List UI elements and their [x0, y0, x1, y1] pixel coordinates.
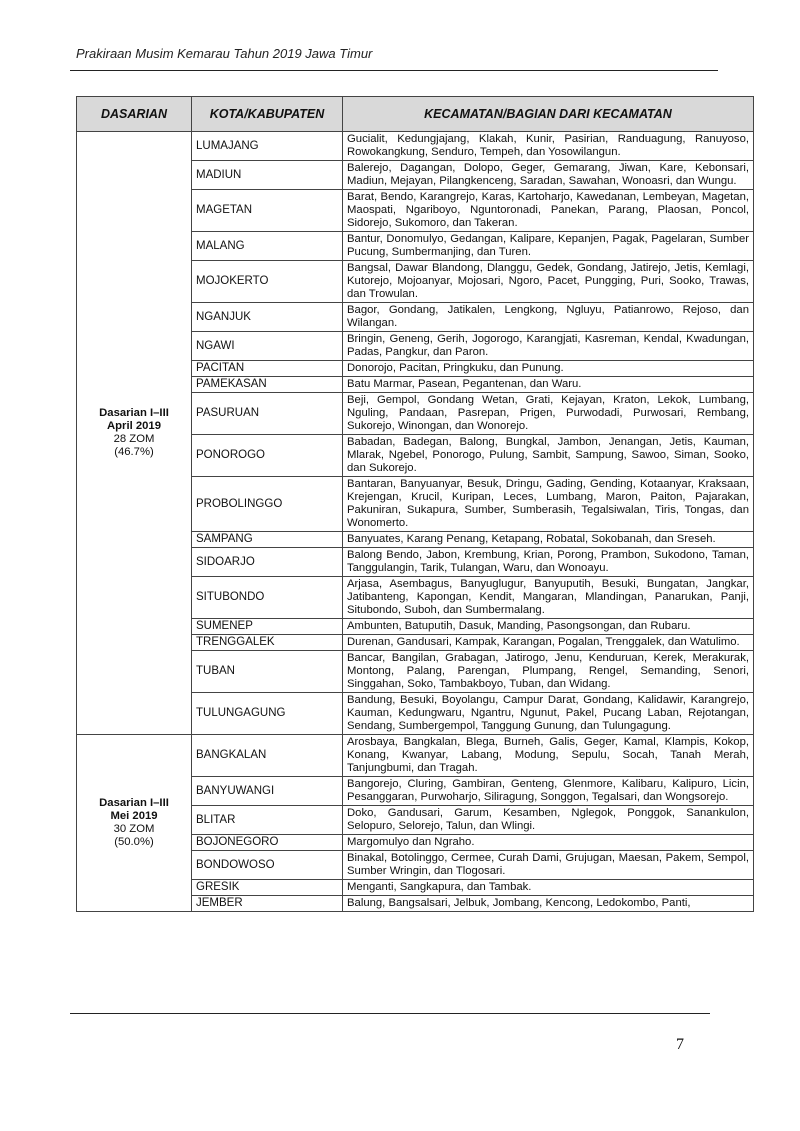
table-header-row: [77, 97, 754, 132]
period-percentage: (50.0%): [114, 836, 154, 848]
districts-cell: Batu Marmar, Pasean, Pegantenan, dan Waru.: [343, 377, 754, 393]
city-cell: NGANJUK: [192, 303, 343, 332]
districts-cell: Bantaran, Banyuanyar, Besuk, Dringu, Gading, Gending, Kotaanyar, Kraksaan, Krejengan, Krucil, Kuripan, Leces, Lumbang, Maron, Paiton, Pajarakan, Pakuniran, Sukapura, Sumber, Sumberasih, Tegalsiwalan, Tiris, Tongas, dan Wonomerto.: [343, 477, 754, 532]
districts-cell: Banyuates, Karang Penang, Ketapang, Robatal, Sokobanah, dan Sreseh.: [343, 532, 754, 548]
period-title: Dasarian I–III: [99, 797, 169, 809]
header-divider: [70, 70, 718, 71]
districts-cell: Margomulyo dan Ngraho.: [343, 835, 754, 851]
districts-cell: Bagor, Gondang, Jatikalen, Lengkong, Ngluyu, Patianrowo, Rejoso, dan Wilangan.: [343, 303, 754, 332]
districts-cell: Arjasa, Asembagus, Banyuglugur, Banyuputih, Besuki, Bungatan, Jangkar, Jatibanteng, Kapongan, Kendit, Mangaran, Mlandingan, Panarukan, Panji, Situbondo, Suboh, dan Sumbermalang.: [343, 577, 754, 619]
column-header-kecamatan: KECAMATAN/BAGIAN DARI KECAMATAN: [343, 97, 754, 132]
table-body: [77, 132, 754, 912]
city-cell: PACITAN: [192, 361, 343, 377]
districts-cell: Babadan, Badegan, Balong, Bungkal, Jambon, Jenangan, Jetis, Kauman, Mlarak, Ngebel, Ponorogo, Pulung, Sambit, Sampung, Sawoo, Siman, Sooko, dan Sukorejo.: [343, 435, 754, 477]
districts-cell: Balerejo, Dagangan, Dolopo, Geger, Gemarang, Jiwan, Kare, Kebonsari, Madiun, Mejayan, Pilangkenceng, Saradan, Sawahan, Wonoasri, dan Wungu.: [343, 161, 754, 190]
footer-divider: [70, 1013, 710, 1014]
districts-cell: Donorojo, Pacitan, Pringkuku, dan Punung.: [343, 361, 754, 377]
city-cell: BLITAR: [192, 806, 343, 835]
districts-cell: Gucialit, Kedungjajang, Klakah, Kunir, Pasirian, Randuagung, Ranuyoso, Rowokangkung, Senduro, Tempeh, dan Yosowilangun.: [343, 132, 754, 161]
city-cell: GRESIK: [192, 880, 343, 896]
districts-cell: Bancar, Bangilan, Grabagan, Jatirogo, Jenu, Kenduruan, Kerek, Merakurak, Montong, Palang, Parengan, Plumpang, Rengel, Semanding, Senori, Singgahan, Soko, Tambakboyo, Tuban, dan Widang.: [343, 651, 754, 693]
city-cell: BANGKALAN: [192, 735, 343, 777]
districts-cell: Binakal, Botolinggo, Cermee, Curah Dami, Grujugan, Maesan, Pakem, Sempol, Sumber Wringin, dan Tlogosari.: [343, 851, 754, 880]
districts-cell: Bangsal, Dawar Blandong, Dlanggu, Gedek, Gondang, Jatirejo, Jetis, Kemlagi, Kutorejo, Mojoanyar, Mojosari, Ngoro, Pacet, Pungging, Puri, Sooko, Trawas, dan Trowulan.: [343, 261, 754, 303]
period-percentage: (46.7%): [114, 446, 154, 458]
city-cell: MOJOKERTO: [192, 261, 343, 303]
period-zom-count: 28 ZOM: [113, 433, 155, 445]
districts-cell: Bandung, Besuki, Boyolangu, Campur Darat, Gondang, Kalidawir, Karangrejo, Kauman, Kedungwaru, Ngantru, Ngunut, Pakel, Pucang Laban, Rejotangan, Sendang, Sumbergempol, Tanggung Gunung, dan Tulungagung.: [343, 693, 754, 735]
period-title: Dasarian I–III: [99, 407, 169, 419]
city-cell: TRENGGALEK: [192, 635, 343, 651]
period-month: Mei 2019: [110, 810, 158, 822]
page-header-title: Prakiraan Musim Kemarau Tahun 2019 Jawa Timur: [76, 46, 373, 61]
city-cell: SUMENEP: [192, 619, 343, 635]
districts-cell: Menganti, Sangkapura, dan Tambak.: [343, 880, 754, 896]
city-cell: JEMBER: [192, 896, 343, 912]
districts-cell: Arosbaya, Bangkalan, Blega, Burneh, Galis, Geger, Kamal, Klampis, Kokop, Konang, Kwanyar, Labang, Modung, Sepulu, Socah, Tanah Merah, Tanjungbumi, dan Tragah.: [343, 735, 754, 777]
city-cell: PROBOLINGGO: [192, 477, 343, 532]
table-row: [77, 735, 754, 777]
city-cell: SAMPANG: [192, 532, 343, 548]
city-cell: BANYUWANGI: [192, 777, 343, 806]
period-cell: [77, 735, 192, 912]
city-cell: NGAWI: [192, 332, 343, 361]
districts-cell: Balong Bendo, Jabon, Krembung, Krian, Porong, Prambon, Sukodono, Taman, Tanggulangin, Tarik, Tulangan, Waru, dan Wonoayu.: [343, 548, 754, 577]
city-cell: LUMAJANG: [192, 132, 343, 161]
city-cell: MALANG: [192, 232, 343, 261]
forecast-table: [76, 96, 754, 912]
districts-cell: Barat, Bendo, Karangrejo, Karas, Kartoharjo, Kawedanan, Lembeyan, Magetan, Maospati, Ngariboyo, Nguntoronadi, Panekan, Parang, Plaosan, Poncol, Sidorejo, Sukomoro, dan Takeran.: [343, 190, 754, 232]
city-cell: PONOROGO: [192, 435, 343, 477]
districts-cell: Balung, Bangsalsari, Jelbuk, Jombang, Kencong, Ledokombo, Panti,: [343, 896, 754, 912]
city-cell: BONDOWOSO: [192, 851, 343, 880]
city-cell: SITUBONDO: [192, 577, 343, 619]
period-month: April 2019: [106, 420, 161, 432]
page-number: 7: [676, 1036, 684, 1053]
districts-cell: Bringin, Geneng, Gerih, Jogorogo, Karangjati, Kasreman, Kendal, Kwadungan, Padas, Pangkur, dan Paron.: [343, 332, 754, 361]
districts-cell: Ambunten, Batuputih, Dasuk, Manding, Pasongsongan, dan Rubaru.: [343, 619, 754, 635]
districts-cell: Durenan, Gandusari, Kampak, Karangan, Pogalan, Trenggalek, dan Watulimo.: [343, 635, 754, 651]
column-header-dasarian: DASARIAN: [77, 97, 192, 132]
city-cell: PAMEKASAN: [192, 377, 343, 393]
column-header-kota: KOTA/KABUPATEN: [192, 97, 343, 132]
city-cell: TUBAN: [192, 651, 343, 693]
city-cell: MADIUN: [192, 161, 343, 190]
table-row: [77, 132, 754, 161]
districts-cell: Doko, Gandusari, Garum, Kesamben, Nglegok, Ponggok, Sanankulon, Selopuro, Selorejo, Talun, dan Wlingi.: [343, 806, 754, 835]
city-cell: TULUNGAGUNG: [192, 693, 343, 735]
city-cell: PASURUAN: [192, 393, 343, 435]
districts-cell: Bantur, Donomulyo, Gedangan, Kalipare, Kepanjen, Pagak, Pagelaran, Sumber Pucung, Sumbermanjing, dan Turen.: [343, 232, 754, 261]
period-zom-count: 30 ZOM: [113, 823, 155, 835]
city-cell: MAGETAN: [192, 190, 343, 232]
period-cell: [77, 132, 192, 735]
city-cell: SIDOARJO: [192, 548, 343, 577]
city-cell: BOJONEGORO: [192, 835, 343, 851]
districts-cell: Bangorejo, Cluring, Gambiran, Genteng, Glenmore, Kalibaru, Kalipuro, Licin, Pesanggaran, Purwoharjo, Siliragung, Songgon, Tegalsari, dan Wongsorejo.: [343, 777, 754, 806]
districts-cell: Beji, Gempol, Gondang Wetan, Grati, Kejayan, Kraton, Lekok, Lumbang, Nguling, Pandaan, Pasrepan, Prigen, Purwodadi, Purwosari, Rembang, Sukorejo, Winongan, dan Wonorejo.: [343, 393, 754, 435]
